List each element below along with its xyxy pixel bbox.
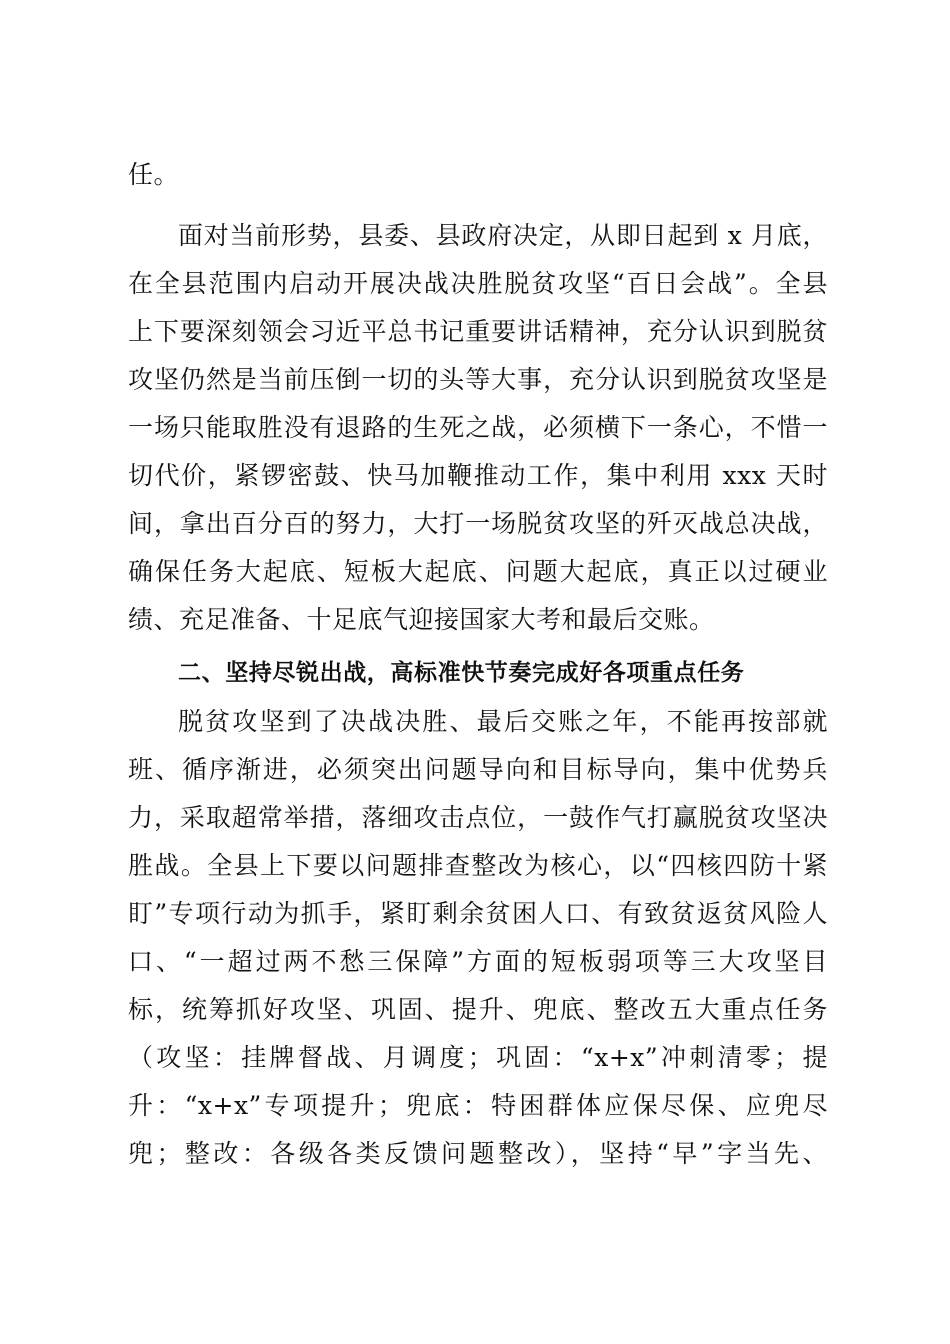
paragraph-line: 绩、充足准备、十足底气迎接国家大考和最后交账。: [128, 605, 715, 634]
paragraph-line: 升：“x+x”专项提升；兜底：特困群体应保尽保、应兜尽: [128, 1091, 828, 1120]
paragraph-line: 脱贫攻坚到了决战决胜、最后交账之年，不能再按部就: [178, 707, 828, 736]
paragraph-line: 盯”专项行动为抓手，紧盯剩余贫困人口、有致贫返贫风险人: [128, 899, 828, 928]
paragraph-line: 攻坚仍然是当前压倒一切的头等大事，充分认识到脱贫攻坚是: [128, 365, 828, 394]
paragraph-line: 口、“一超过两不愁三保障”方面的短板弱项等三大攻坚目: [128, 947, 828, 976]
paragraph-line: 班、循序渐进，必须突出问题导向和目标导向，集中优势兵: [128, 755, 828, 784]
paragraph-line: 兜；整改：各级各类反馈问题整改），坚持“早”字当先、: [128, 1139, 828, 1168]
paragraph-line: 面对当前形势，县委、县政府决定，从即日起到 x 月底，: [178, 221, 828, 250]
paragraph-line: 标，统筹抓好攻坚、巩固、提升、兜底、整改五大重点任务: [128, 995, 828, 1024]
paragraph-line: 任。: [128, 160, 180, 189]
paragraph-line: 在全县范围内启动开展决战决胜脱贫攻坚“百日会战”。全县: [128, 269, 828, 298]
paragraph-line: 确保任务大起底、短板大起底、问题大起底，真正以过硬业: [128, 557, 828, 586]
paragraph-line: 胜战。全县上下要以问题排查整改为核心，以“四核四防十紧: [128, 851, 828, 880]
paragraph-line: 一场只能取胜没有退路的生死之战，必须横下一条心，不惜一: [128, 413, 828, 442]
paragraph-line: 间，拿出百分百的努力，大打一场脱贫攻坚的歼灭战总决战，: [128, 509, 828, 538]
paragraph-line: 切代价，紧锣密鼓、快马加鞭推动工作，集中利用 xxx 天时: [128, 461, 828, 490]
paragraph-line: （攻坚：挂牌督战、月调度；巩固：“x+x”冲刺清零；提: [128, 1043, 828, 1072]
paragraph-line: 上下要深刻领会习近平总书记重要讲话精神，充分认识到脱贫: [128, 317, 828, 346]
section-heading: 二、坚持尽锐出战，高标准快节奏完成好各项重点任务: [178, 660, 745, 686]
paragraph-line: 力，采取超常举措，落细攻击点位，一鼓作气打赢脱贫攻坚决: [128, 803, 828, 832]
